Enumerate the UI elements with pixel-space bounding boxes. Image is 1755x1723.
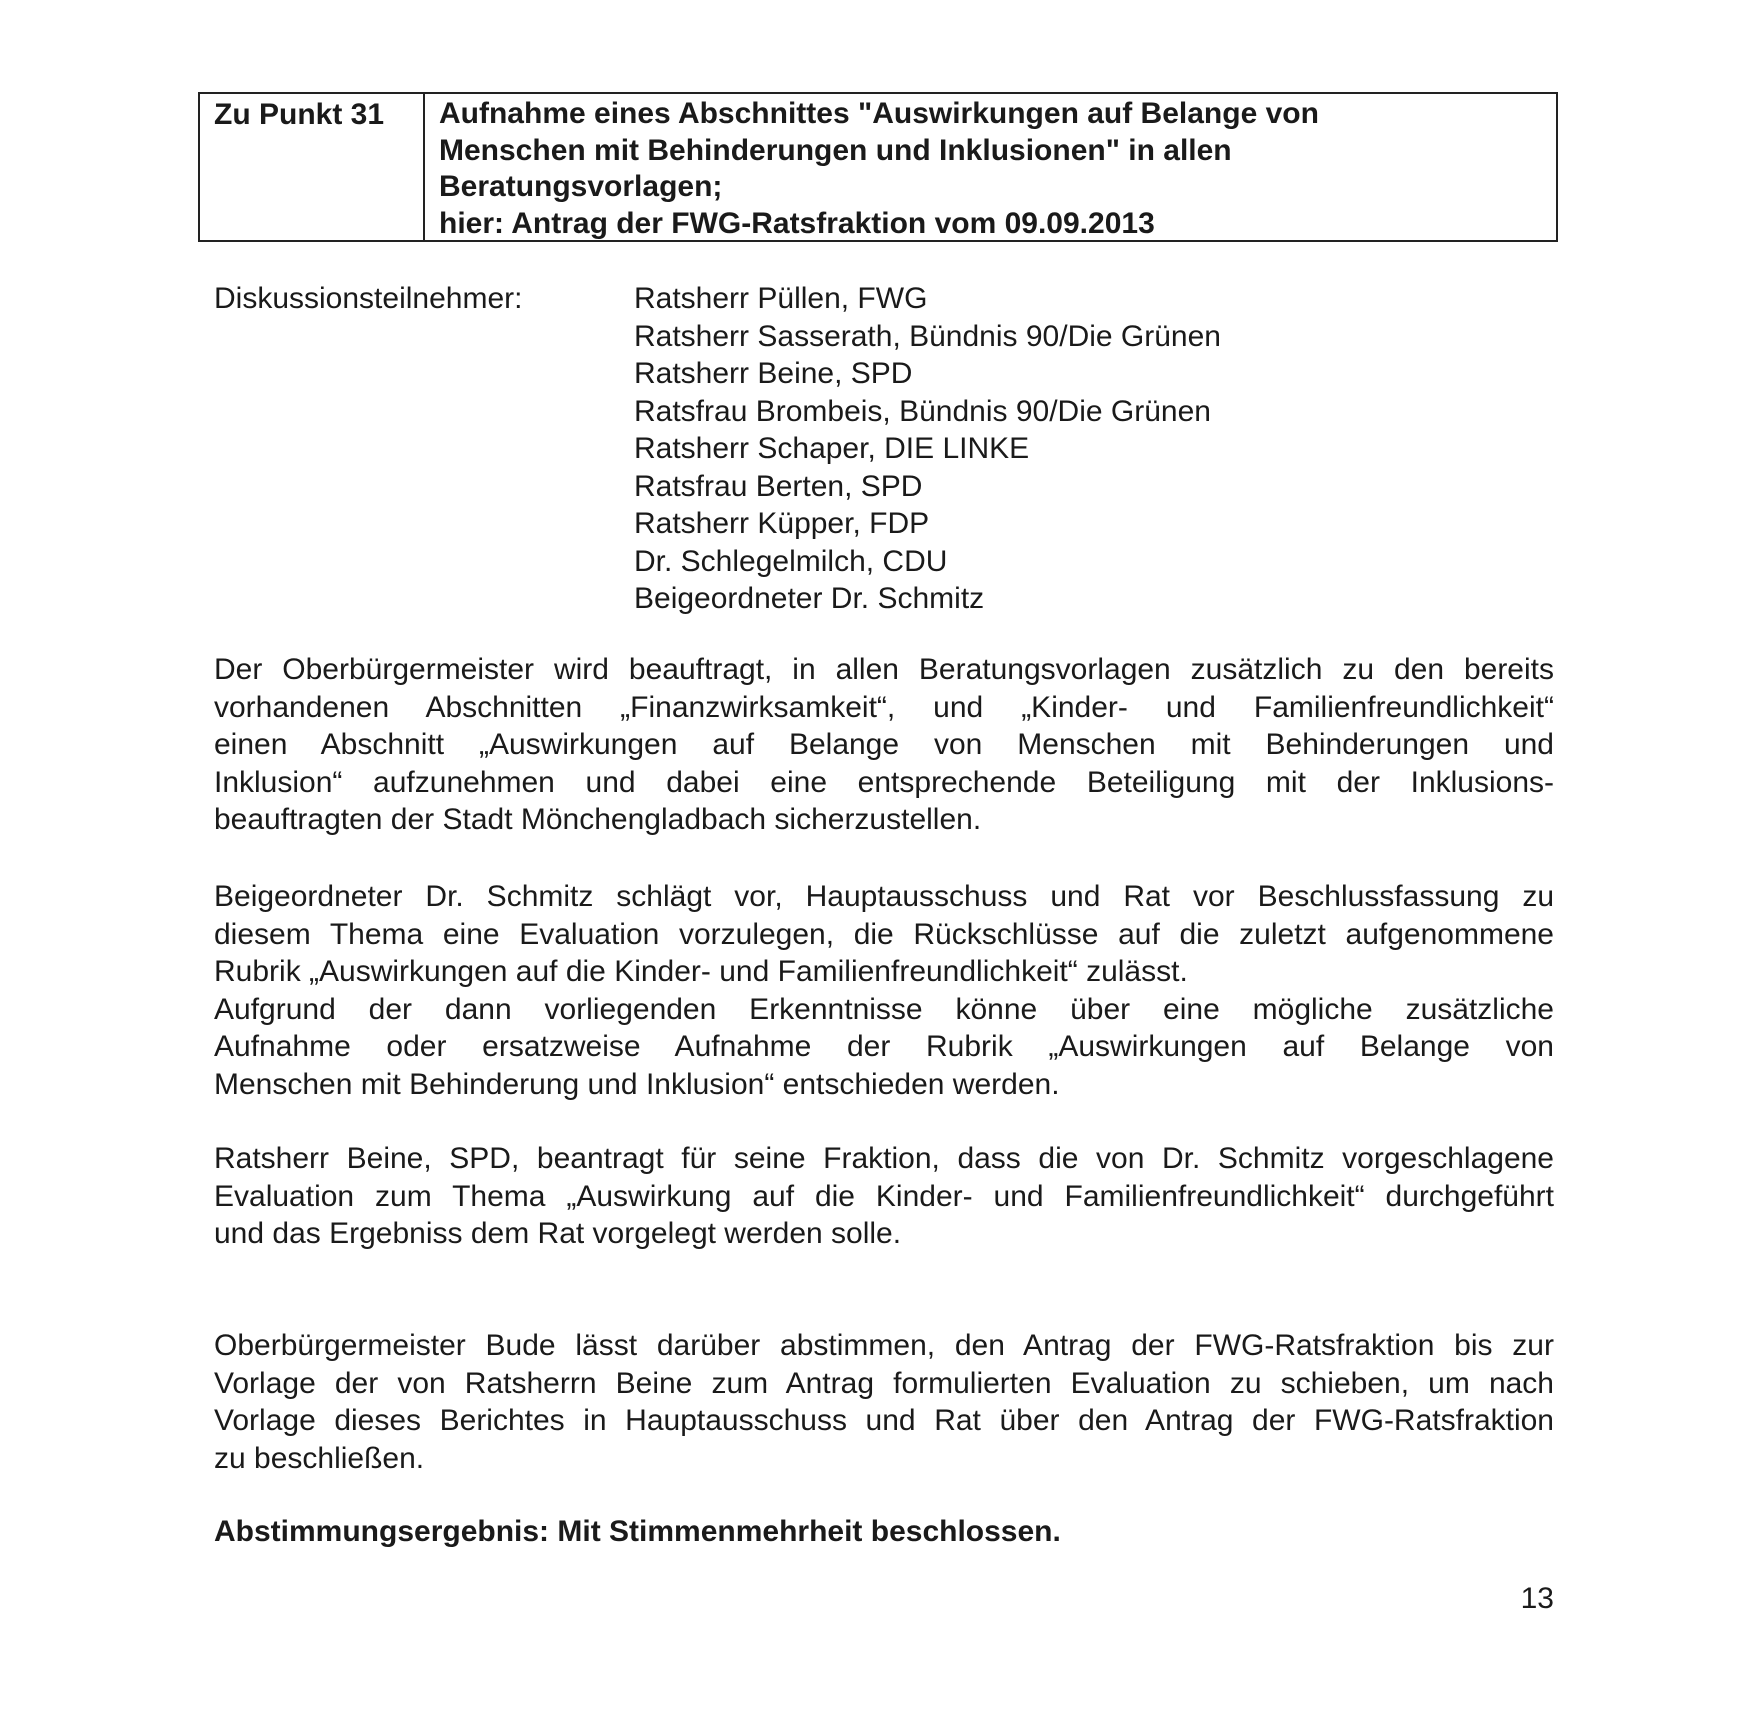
paragraph-line: Rubrik „Auswirkungen auf die Kinder- und Familienfreundlichkeit“ zulässt. [214, 955, 1188, 988]
agenda-item-title-line: hier: Antrag der FWG-Ratsfraktion vom 09.09.2013 [439, 206, 1155, 240]
participants-list [634, 280, 1221, 618]
paragraph-line: Aufnahme oder ersatzweise Aufnahme der Rubrik „Auswirkungen auf Belange von [214, 1030, 1554, 1063]
paragraph-line: vorhandenen Abschnitten „Finanzwirksamkeit“, und „Kinder- und Familienfreundlichkeit“ [214, 690, 1554, 724]
agenda-item-title-line: Beratungsvorlagen; [439, 170, 723, 203]
beine-motion-paragraph [214, 1140, 1554, 1253]
paragraph-line: Inklusion“ aufzunehmen und dabei eine entsprechende Beteiligung mit der Inklusions- [214, 765, 1554, 799]
vote-result: Abstimmungsergebnis: Mit Stimmenmehrheit beschlossen. [214, 1515, 1061, 1548]
paragraph-line: diesem Thema eine Evaluation vorzulegen, die Rückschlüsse auf die zuletzt aufgenommene [214, 917, 1554, 951]
agenda-item-title [425, 94, 1556, 240]
participant-item: Dr. Schlegelmilch, CDU [634, 544, 948, 578]
participant-item: Ratsherr Sasserath, Bündnis 90/Die Grünen [634, 319, 1221, 353]
mandate-paragraph [214, 651, 1554, 839]
agenda-item-label: Zu Punkt 31 [200, 94, 425, 240]
participants-label: Diskussionsteilnehmer: [214, 282, 523, 315]
agenda-item-header [198, 92, 1558, 242]
participant-item: Beigeordneter Dr. Schmitz [634, 582, 985, 615]
paragraph-line: Evaluation zum Thema „Auswirkung auf die Kinder- und Familienfreundlichkeit“ durchgeführt [214, 1179, 1554, 1213]
paragraph-line: Vorlage dieses Berichtes in Hauptausschuss und Rat über den Antrag der FWG-Ratsfraktion [214, 1404, 1554, 1437]
participant-item: Ratsfrau Berten, SPD [634, 469, 923, 503]
agenda-item-title-line: Aufnahme eines Abschnittes "Auswirkungen auf Belange von [439, 97, 1319, 130]
paragraph-line: Beigeordneter Dr. Schmitz schlägt vor, Hauptausschuss und Rat vor Beschlussfassung zu [214, 880, 1554, 913]
participant-item: Ratsherr Küpper, FDP [634, 507, 930, 540]
participant-item: Ratsherr Püllen, FWG [634, 282, 928, 315]
agenda-item-title-line: Menschen mit Behinderungen und Inklusionen" in allen [439, 133, 1232, 167]
paragraph-line: zu beschließen. [214, 1441, 425, 1475]
paragraph-line: Aufgrund der dann vorliegenden Erkenntnisse könne über eine mögliche zusätzliche [214, 992, 1554, 1026]
paragraph-line: einen Abschnitt „Auswirkungen auf Belange von Menschen mit Behinderungen und [214, 728, 1554, 761]
paragraph-line: und das Ergebniss dem Rat vorgelegt werden solle. [214, 1217, 902, 1250]
participant-item: Ratsfrau Brombeis, Bündnis 90/Die Grünen [634, 394, 1211, 428]
paragraph-line: Oberbürgermeister Bude lässt darüber abstimmen, den Antrag der FWG-Ratsfraktion bis zur [214, 1329, 1554, 1362]
paragraph-line: Menschen mit Behinderung und Inklusion“ entschieden werden. [214, 1067, 1060, 1101]
paragraph-line: Vorlage der von Ratsherrn Beine zum Antrag formulierten Evaluation zu schieben, um nach [214, 1366, 1554, 1400]
paragraph-line: Der Oberbürgermeister wird beauftragt, in allen Beratungsvorlagen zusätzlich zu den bereits [214, 653, 1554, 686]
participant-item: Ratsherr Schaper, DIE LINKE [634, 432, 1030, 465]
schmitz-proposal-paragraph [214, 878, 1554, 1103]
paragraph-line: beauftragten der Stadt Mönchengladbach sicherzustellen. [214, 803, 982, 836]
participant-item: Ratsherr Beine, SPD [634, 357, 913, 390]
page-number: 13 [1520, 1582, 1554, 1615]
paragraph-line: Ratsherr Beine, SPD, beantragt für seine Fraktion, dass die von Dr. Schmitz vorgeschlagene [214, 1142, 1554, 1175]
vote-call-paragraph [214, 1327, 1554, 1477]
